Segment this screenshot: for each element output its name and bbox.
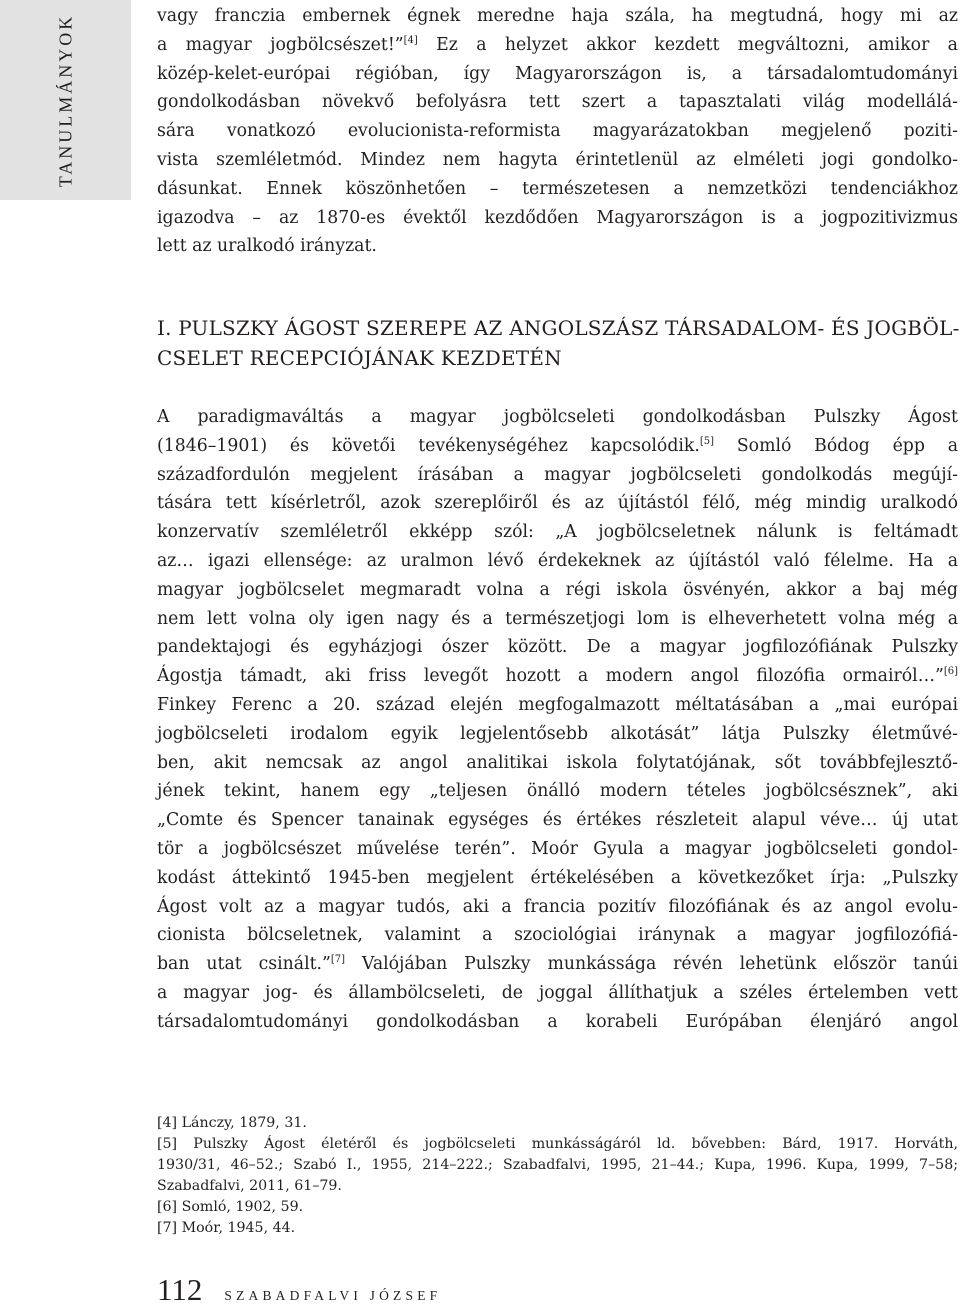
heading-line: CSELET RECEPCIÓJÁNAK KEZDETÉN: [157, 346, 562, 370]
text-line: cionista bölcseletnek, valamint a szociológiai iránynak a magyar jogfilozófiá-: [157, 925, 958, 946]
section-tab-label: TANULMÁNYOK: [55, 13, 76, 187]
text-line: ban utat csinált.”[7] Valójában Pulszky munkássága révén lehetünk először tanúi: [157, 954, 958, 975]
text-line: kodást áttekintő 1945-ben megjelent értékelésében a következőket írja: „Pulszky: [157, 867, 958, 888]
text-line: pandektajogi és egyházjogi ószer között. De a magyar jogfilozófiának Pulszky: [157, 637, 958, 658]
text-line: közép-kelet-európai régióban, így Magyarországon is, a társadalomtudományi: [157, 63, 958, 84]
text-line: konzervatív szemléletről ekképp szól: „A jogbölcseletnek nálunk is feltámadt: [157, 522, 958, 543]
footnote-5: [5] Pulszky Ágost életéről és jogbölcseleti munkásságáról ld. bővebben: Bárd, 1917. Horváth,: [157, 1136, 958, 1152]
page-footer: [157, 1272, 557, 1308]
text-line: vagy franczia embernek égnek meredne haja szála, ha megtudná, hogy mi az: [157, 6, 958, 26]
footnote-ref[interactable]: [6]: [943, 666, 958, 678]
text-line: századfordulón megjelent írásában a magyar jogbölcseleti gondolkodás megújí-: [157, 464, 958, 485]
text-line: tására tett kísérletről, azok szereplőiről és az újítástól félő, még mindig uralkodó: [157, 493, 958, 514]
running-author: SZABADFALVI JÓZSEF: [224, 1288, 442, 1303]
footnote-7: [7] Moór, 1945, 44.: [157, 1220, 296, 1236]
footnote-ref[interactable]: [5]: [699, 435, 715, 447]
text-line: dásunkat. Ennek köszönhetően – természetesen a nemzetközi tendenciákhoz: [157, 178, 958, 199]
main-paragraph: [157, 403, 958, 1037]
text-line: az… igazi ellensége: az uralmon lévő érdekeknek az újítástól való félelme. Ha a: [157, 550, 958, 571]
text-line: Ágost volt az a magyar tudós, aki a francia pozitív filozófiának és az angol evolu-: [157, 896, 958, 917]
footnote-5-cont: 1930/31, 46–52.; Szabó I., 1955, 214–222.; Szabadfalvi, 1995, 21–44.; Kupa, 1996. Kupa, 1999, 7–58;: [157, 1157, 958, 1173]
text-line: társadalomtudományi gondolkodásban a korabeli Európában élenjáró angol: [157, 1011, 958, 1032]
text-line: gondolkodásban növekvő befolyásra tett szert a tapasztalati világ modellálá-: [157, 92, 958, 113]
text-line: (1846–1901) és követői tevékenységéhez kapcsolódik.[5] Somló Bódog épp a: [157, 435, 958, 456]
text-line: igazodva – az 1870-es évektől kezdődően Magyarországon is a jogpozitivizmus: [157, 207, 958, 228]
text-line: nem lett volna oly igen nagy és a természetjogi lom is elheverhetett volna még a: [157, 608, 958, 629]
text-line: ben, akit nemcsak az angol analitikai iskola folytatójának, sőt továbbfejlesztő-: [157, 752, 958, 773]
text-line: tör a jogbölcsészet művelése terén”. Moór Gyula a magyar jogbölcseleti gondol-: [157, 838, 958, 859]
footnote-ref[interactable]: [7]: [330, 954, 346, 966]
text-line: a magyar jog- és állambölcseleti, de joggal állíthatjuk a széles értelemben vett: [157, 982, 958, 1003]
section-heading: [157, 313, 958, 373]
text-line: a magyar jogbölcsészet!”[4] Ez a helyzet akkor kezdett megváltozni, amikor a: [157, 34, 958, 55]
footnote-4: [4] Lánczy, 1879, 31.: [157, 1115, 307, 1131]
footnote-ref[interactable]: [4]: [403, 34, 418, 46]
text-line: vista szemléletmód. Mindez nem hagyta érintetlenül az elméleti jogi gondolko-: [157, 149, 958, 170]
footnotes: [157, 1113, 958, 1239]
text-line: lett az uralkodó irányzat.: [157, 236, 377, 257]
text-line: „Comte és Spencer tanainak egységes és értékes részleteit alapul véve… új utat: [157, 810, 958, 831]
footnote-5-cont: Szabadfalvi, 2011, 61–79.: [157, 1178, 342, 1194]
text-line: A paradigmaváltás a magyar jogbölcseleti gondolkodásban Pulszky Ágost: [157, 407, 958, 427]
text-line: sára vonatkozó evolucionista-reformista magyarázatokban megjelenő poziti-: [157, 121, 958, 142]
text-line: jének tekint, hanem egy „teljesen önálló modern tételes jogbölcsésznek”, aki: [157, 781, 958, 802]
footnote-6: [6] Somló, 1902, 59.: [157, 1199, 304, 1215]
text-line: jogbölcseleti irodalom egyik legjelentősebb alkotását” látja Pulszky életművé-: [157, 723, 958, 744]
heading-line: I. PULSZKY ÁGOST SZEREPE AZ ANGOLSZÁSZ TÁRSADALOM- ÉS JOGBÖL-: [157, 316, 960, 340]
text-line: Finkey Ferenc a 20. század elején megfogalmazott méltatásában a „mai európai: [157, 694, 958, 715]
text-line: Ágostja támadt, aki friss levegőt hozott a modern angol filozófia ormairól…”[6]: [157, 666, 958, 687]
section-tab: [0, 0, 131, 200]
page-number: 112: [157, 1272, 203, 1307]
text-line: magyar jogbölcselet megmaradt volna a régi iskola ösvényén, akkor a baj még: [157, 579, 958, 600]
intro-paragraph: [157, 2, 958, 261]
